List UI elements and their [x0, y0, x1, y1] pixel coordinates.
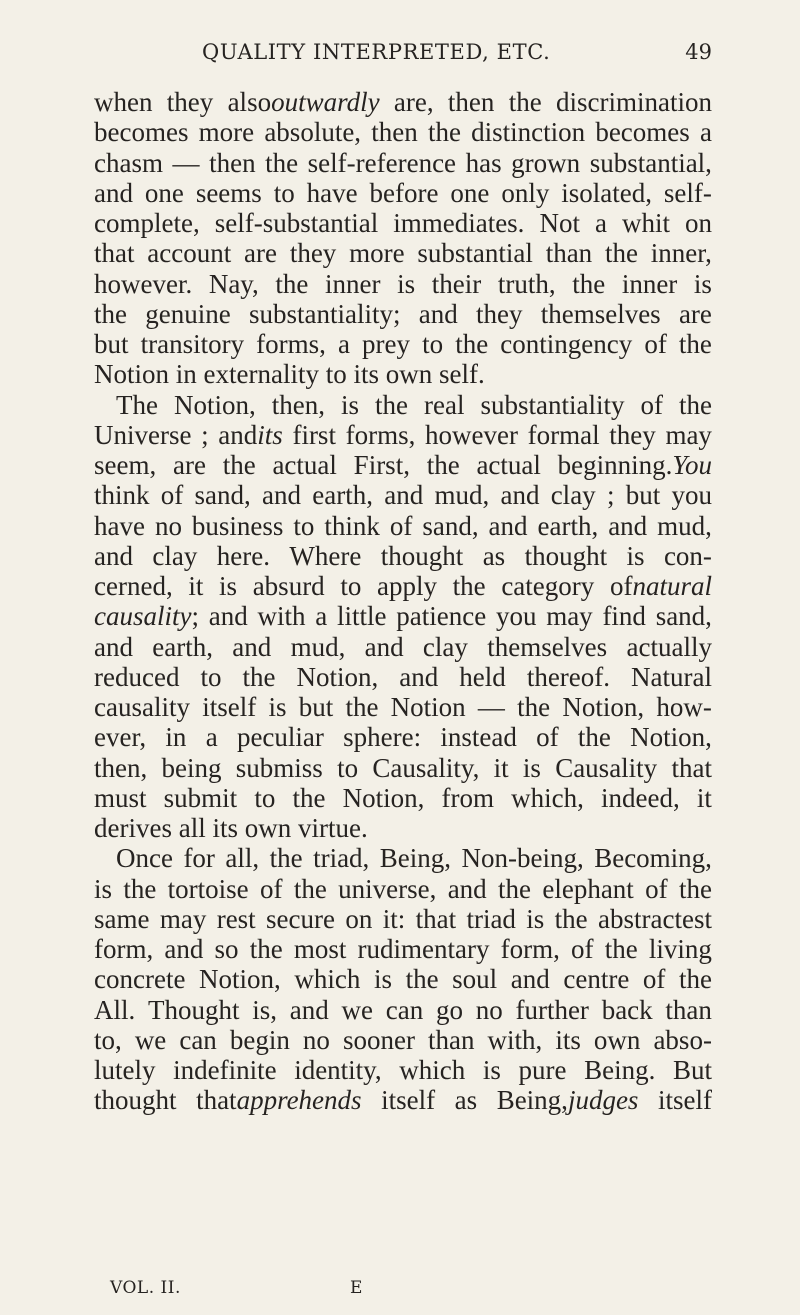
- page-number: 49: [685, 40, 712, 64]
- text-line: causality; and with a little patience you may find sand,: [94, 601, 712, 632]
- text-line: think of sand, and earth, and mud, and clay ; but you: [94, 480, 712, 511]
- text-line: when they alsooutwardly are, then the discrimination: [94, 87, 712, 117]
- text-line: thought thatapprehends itself as Being,judges itself: [94, 1085, 712, 1116]
- text-line: causality itself is but the Notion — the Notion, how-: [94, 692, 712, 722]
- text-line: reduced to the Notion, and held thereof. Natural: [94, 661, 712, 692]
- text-line: that account are they more substantial than the inner,: [94, 238, 712, 269]
- text-line: All. Thought is, and we can go no further back than: [94, 994, 712, 1025]
- text-line: derives all its own virtue.: [94, 813, 368, 843]
- text-line: and clay here. Where thought as thought is con-: [94, 540, 712, 571]
- text-line: same may rest secure on it: that triad is the abstractest: [94, 903, 712, 934]
- text-line: Universe ; andits first forms, however formal they may: [94, 419, 712, 450]
- text-line: Notion in externality to its own self.: [94, 359, 485, 390]
- text-line: the genuine substantiality; and they themselves are: [94, 298, 712, 329]
- text-line: Once for all, the triad, Being, Non-being, Becoming,: [116, 843, 712, 874]
- text-line: cerned, it is absurd to apply the category ofnatural: [94, 571, 712, 601]
- text-line: but transitory forms, a prey to the contingency of the: [94, 329, 712, 359]
- running-head: QUALITY INTERPRETED, ETC.: [202, 40, 551, 64]
- signature-mark: E: [350, 1278, 363, 1298]
- text-line: must submit to the Notion, from which, indeed, it: [94, 782, 712, 813]
- text-line: and earth, and mud, and clay themselves actually: [94, 631, 712, 662]
- body-text: [94, 87, 712, 1116]
- text-line: concrete Notion, which is the soul and centre of the: [94, 964, 712, 995]
- text-line: ever, in a peculiar sphere: instead of the Notion,: [94, 722, 712, 753]
- text-line: form, and so the most rudimentary form, of the living: [94, 934, 712, 964]
- text-line: lutely indefinite identity, which is pure Being. But: [94, 1055, 712, 1085]
- text-line: however. Nay, the inner is their truth, the inner is: [94, 268, 712, 299]
- text-line: seem, are the actual First, the actual beginning.You: [94, 450, 712, 480]
- page-header: [90, 40, 712, 70]
- text-line: have no business to think of sand, and earth, and mud,: [94, 510, 712, 541]
- page-footer: [110, 1278, 363, 1304]
- text-line: chasm — then the self-reference has grown substantial,: [94, 147, 712, 178]
- text-line: complete, self-substantial immediates. Not a whit on: [94, 208, 712, 238]
- text-line: The Notion, then, is the real substantiality of the: [116, 389, 712, 420]
- text-line: and one seems to have before one only isolated, self-: [94, 177, 712, 208]
- volume-label: VOL. II.: [110, 1278, 181, 1298]
- text-line: is the tortoise of the universe, and the elephant of the: [94, 873, 712, 904]
- text-line: becomes more absolute, then the distinction becomes a: [94, 117, 712, 148]
- text-line: to, we can begin no sooner than with, its own abso-: [94, 1024, 712, 1055]
- text-line: then, being submiss to Causality, it is Causality that: [94, 752, 712, 783]
